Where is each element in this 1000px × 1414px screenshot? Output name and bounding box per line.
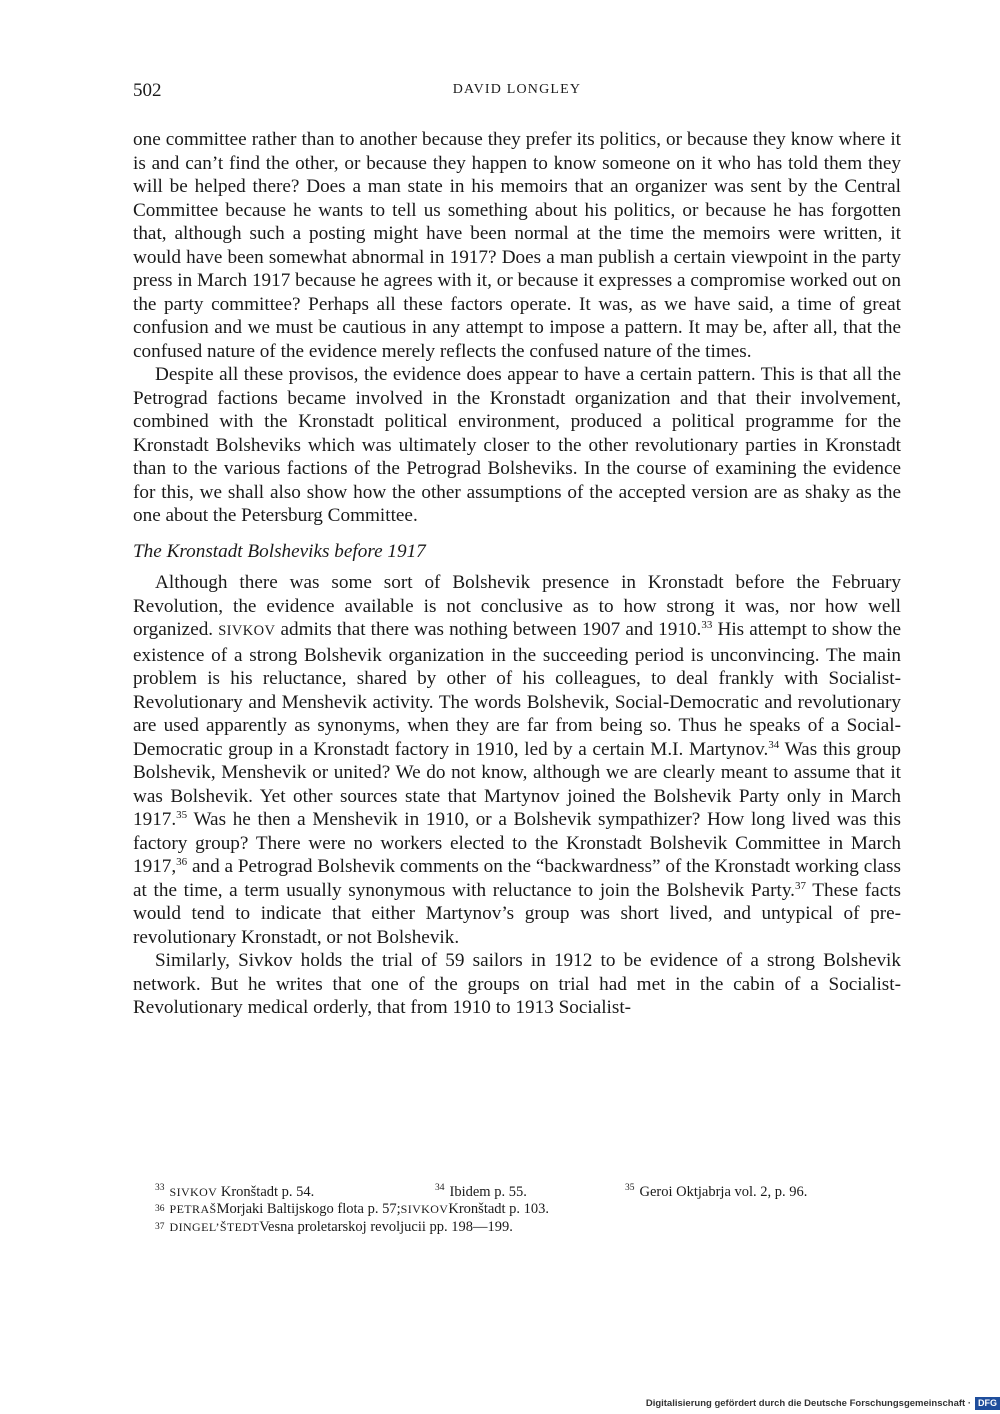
- footnotes: [155, 1180, 901, 1236]
- footnote-ref-36: 36: [176, 856, 188, 868]
- footnote-author-2: SIVKOV: [400, 1202, 449, 1217]
- digitization-credit: [646, 1396, 1000, 1410]
- paragraph-3: [133, 571, 901, 949]
- footnote-33: [155, 1180, 435, 1201]
- paragraph-1: one committee rather than to another because they prefer its politics, or because they know where it is and can’t find the other, or because they happen to know someone on it who has told them they will be helped there? Does a man state in his memoirs that an organizer was sent by the Central Committee because he wants to tell us something about his politics, or because he has forgotten that, although such a posting might have been normal at the time the memoirs were written, it would have been somewhat abnormal in 1917? Does a man publish a certain viewpoint in the party press in March 1917 because he agrees with it, or because it expresses a compromise worked out on the party committee? Perhaps all these factors operate. It was, as we have said, a time of great confusion and we must be cautious in any attempt to impose a pattern. It may be, after all, that the confused nature of the evidence merely reflects the confused nature of the times.: [133, 129, 901, 362]
- footnote-number: 33: [155, 1183, 165, 1193]
- footnote-author: SIVKOV: [169, 1184, 218, 1199]
- page-number: 502: [133, 80, 162, 101]
- footnote-ref-33: 33: [701, 619, 713, 631]
- paragraph-4: Similarly, Sivkov holds the trial of 59 sailors in 1912 to be evidence of a strong Bolshevik network. But he writes that one of the groups on trial had met in the cabin of a Socialist-Revolutionary medical orderly, that from 1910 to 1913 Socialist-: [133, 950, 901, 1018]
- footnote-37: [155, 1219, 901, 1237]
- footnote-text: Morjaki Baltijskogo flota p. 57;: [216, 1201, 401, 1218]
- footnote-ref-37: 37: [794, 879, 806, 892]
- page-header: [133, 80, 901, 106]
- footnote-text-2: Kronštadt p. 103.: [448, 1201, 550, 1218]
- footnote-row-1: [155, 1180, 901, 1201]
- author-sivkov: SIVKOV: [218, 623, 276, 639]
- p3-sentence-4: Was this group Bolshevik, Menshevik or united? We do not know, although we are clearly meant to assume that it was Bolshevik. Yet other sources state that Martynov joined the Bolshevik Party only in March 1917.: [133, 738, 902, 830]
- p3-sentence-2: admits that there was nothing between 1907 and 1910.: [275, 619, 702, 640]
- footnote-35: [625, 1180, 807, 1201]
- footnote-34: [435, 1180, 625, 1201]
- p3-sentence-7: These facts would tend to indicate that either Martynov’s group was short lived, and untypical of pre-revolutionary Kronstadt, or not Bolshevik.: [133, 879, 902, 948]
- p3-sentence-3: His attempt to show the existence of a strong Bolshevik organization in the succeeding period is unconvincing. The main problem is his reluctance, shared by other of his colleagues, to deal frankly with Socialist-Revolutionary and Menshevik activity. The words Bolshevik, Social-Democratic and revolutionary are used apparently as synonyms, when they are far from being so. Thus he speaks of a Social-Democratic group in a Kronstadt factory in 1910, led by a certain M.I. Martynov.: [133, 619, 901, 760]
- footnote-number: 36: [155, 1204, 165, 1215]
- footnote-text: Kronštadt p. 54.: [217, 1183, 315, 1200]
- footnote-author: DINGEL’ŠTEDT: [169, 1219, 260, 1234]
- footnote-text: Geroi Oktjabrja vol. 2, p. 96.: [639, 1183, 808, 1200]
- body-text: [133, 128, 901, 1020]
- footnote-author: PETRAŠ: [169, 1202, 217, 1217]
- section-heading: The Kronstadt Bolsheviks before 1917: [133, 540, 426, 562]
- footnote-number: 35: [625, 1183, 635, 1193]
- footnote-ref-35: 35: [176, 809, 188, 821]
- footnote-text: Ibidem p. 55.: [449, 1183, 527, 1200]
- p3-sentence-6: and a Petrograd Bolshevik comments on the “backwardness” of the Kronstadt working class at the time, a term usually synonymous with reluctance to join the Bolshevik Party.: [133, 856, 901, 901]
- footnote-text: Vesna proletarskoj revoljucii pp. 198—199.: [259, 1218, 513, 1235]
- p3-sentence-1: Although there was some sort of Bolshevik presence in Kronstadt before the February Revolution, the evidence available is not conclusive as to how strong it was, nor how well organized.: [133, 572, 901, 640]
- footnote-36: [155, 1201, 901, 1219]
- p3-sentence-5: Was he then a Menshevik in 1910, or a Bolshevik sympathizer? How long lived was this factory group? There were no workers elected to the Kronstadt Bolshevik Committee in March 1917,: [133, 809, 901, 877]
- credit-text: Digitalisierung gefördert durch die Deutsche Forschungsgemeinschaft ·: [645, 1397, 971, 1409]
- dfg-logo-icon: DFG: [975, 1397, 1000, 1410]
- running-head: DAVID LONGLEY: [452, 82, 582, 97]
- footnote-number: 37: [155, 1221, 165, 1232]
- footnote-ref-34: 34: [768, 738, 780, 751]
- paragraph-2: Despite all these provisos, the evidence does appear to have a certain pattern. This is that all the Petrograd factions became involved in the Kronstadt organization and that their involvement, combined with the Kronstadt political environment, produced a political programme for the Kronstadt Bolsheviks which was ultimately closer to the other revolutionary parties in Kronstadt than to the various factions of the Petrograd Bolsheviks. In the course of examining the evidence for this, we shall also show how the other assumptions of the accepted version are as shaky as the one about the Petersburg Committee.: [133, 364, 901, 526]
- footnote-number: 34: [435, 1183, 445, 1193]
